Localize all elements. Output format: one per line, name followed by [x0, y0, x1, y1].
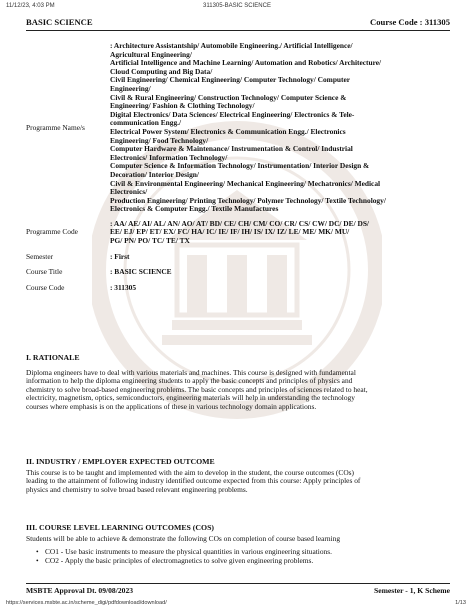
- programme-code-row: [26, 220, 446, 246]
- course-title-row: [26, 268, 446, 277]
- rationale-section: [26, 354, 450, 412]
- programme-line: Civil Engineering/ Chemical Engineering/ Computer Technology/ Computer: [110, 75, 351, 85]
- programme-code-line: : AA/ AE/ AI/ AL/ AN/ AO/ AT/ BD/ CE/ CH/ CM/ CO/ CR/ CS/ CW/ DC/ DE/ DS/: [110, 218, 369, 228]
- rationale-heading: I. RATIONALE: [26, 353, 80, 362]
- programme-line: Engineering/: [110, 83, 151, 93]
- rationale-line: Diploma engineers have to deal with various materials and machines. This course is designed with fundamental: [26, 367, 356, 377]
- course-outcome-item: [36, 557, 450, 566]
- programme-line: Electronics/ Information Technology/: [110, 152, 228, 162]
- programme-line: : Architecture Assistantship/ Automobile Engineering./ Artificial Intelligence/: [110, 41, 353, 50]
- programme-line: Electronics/: [110, 187, 148, 197]
- programme-line: Digital Electronics/ Data Sciences/ Electrical Engineering/ Electronics & Tele-: [110, 109, 355, 119]
- course-outcomes-intro: Students will be able to achieve & demonstrate the following COs on completion of course based learning: [26, 533, 341, 543]
- rationale-line: chemistry to solve broad-based engineering problems. The basic concepts and principles of sciences related to heat,: [26, 384, 368, 394]
- course-code-label: Course Code: [26, 282, 65, 292]
- bullet-icon: •: [36, 555, 39, 565]
- programme-line: Computer Hardware & Maintenance/ Instrumentation & Control/ Industrial: [110, 144, 353, 154]
- course-outcomes-section: [26, 524, 450, 565]
- programme-line: Electronics & Computer Engg./ Textile Manufactures: [110, 204, 279, 214]
- course-title-label: Course Title: [26, 267, 63, 277]
- semester-value: : First: [110, 251, 130, 261]
- scheme-label: Semester - 1, K Scheme: [374, 586, 450, 595]
- programme-line: Artificial Intelligence and Machine Learning/ Automation and Robotics/ Architecture/: [110, 58, 382, 68]
- programme-code-line: PG/ PN/ PO/ TC/ TE/ TX: [110, 236, 190, 246]
- industry-outcome-line: physics and chemistry to solve broad based relevant engineering problems.: [26, 484, 248, 494]
- course-outcome-text: CO2 - Apply the basic principles of electromagnetics to solve given engineering problems.: [45, 555, 314, 565]
- programme-line: Civil & Rural Engineering/ Construction Technology/ Computer Science &: [110, 92, 347, 102]
- programme-code-label: Programme Code: [26, 227, 78, 237]
- industry-outcome-heading: II. INDUSTRY / EMPLOYER EXPECTED OUTCOME: [26, 457, 215, 466]
- bullet-icon: •: [36, 547, 39, 557]
- programme-line: Engineering/ Food Technology/: [110, 135, 209, 145]
- programme-line: Agricultural Engineering/: [110, 49, 192, 59]
- programme-line: Decoration/ Interior Design/: [110, 169, 199, 179]
- rationale-line: information to help the diploma engineering students to apply the basic concepts and principles of physics and: [26, 376, 353, 386]
- print-page-number: 1/13: [455, 600, 466, 606]
- course-title-value: : BASIC SCIENCE: [110, 267, 172, 277]
- programme-code-value: [110, 220, 446, 246]
- browser-print-header: [0, 0, 474, 14]
- print-timestamp: 11/12/23, 4:03 PM: [6, 3, 55, 9]
- programme-line: Engineering/ Fashion & Clothing Technology/: [110, 101, 255, 111]
- industry-outcome-line: This course is to be taught and implemented with the aim to develop in the student, the course outcomes (COs): [26, 467, 354, 477]
- browser-print-footer: [0, 598, 474, 610]
- course-outcome-text: CO1 - Use basic instruments to measure the physical quantities in various engineering situations.: [45, 547, 332, 557]
- print-page-title: 311305-BASIC SCIENCE: [203, 3, 271, 9]
- course-info-block: [26, 42, 446, 292]
- programme-names-label: Programme Name/s: [26, 122, 85, 132]
- programme-line: Computer Science & Information Technology/ Instrumentation/ Interior Design &: [110, 161, 370, 171]
- programme-line: Cloud Computing and Big Data/: [110, 66, 213, 76]
- programme-line: Production Engineering/ Printing Technology/ Polymer Technology/ Textile Technology/: [110, 195, 386, 205]
- industry-outcome-line: leading to the attainment of following industry identified outcome expected from this course: Apply principles of: [26, 476, 361, 486]
- programme-line: Civil & Environmental Engineering/ Mechanical Engineering/ Mechatronics/ Medical: [110, 178, 381, 188]
- rationale-line: courses where emphasis is on the applications of these in various technology domain applications.: [26, 401, 317, 411]
- course-code-value: : 311305: [110, 282, 137, 292]
- print-url[interactable]: https://services.msbte.ac.in/scheme_digi/pdfdownload/download/: [6, 600, 167, 606]
- programme-names-value: [110, 42, 446, 214]
- document-header: [26, 16, 450, 31]
- programme-line: Electrical Power System/ Electronics & Communication Engg./ Electronics: [110, 126, 346, 136]
- industry-outcome-section: [26, 458, 450, 494]
- approval-date: MSBTE Approval Dt. 09/08/2023: [26, 586, 134, 595]
- semester-label: Semester: [26, 251, 54, 261]
- course-code-row: [26, 284, 446, 293]
- programme-line: communication Engg./: [110, 118, 182, 128]
- semester-row: [26, 253, 446, 262]
- programme-names-row: [26, 42, 446, 214]
- document-footer: [26, 583, 450, 594]
- rationale-line: electricity, magnetism, optics, semiconductors, engineering materials will help in understanding the technology: [26, 393, 355, 403]
- header-course-code: Course Code : 311305: [370, 17, 450, 27]
- course-outcomes-heading: III. COURSE LEVEL LEARNING OUTCOMES (COS): [26, 523, 215, 532]
- subject-title: BASIC SCIENCE: [26, 17, 93, 27]
- programme-code-line: EE/ EJ/ EP/ ET/ EX/ FC/ HA/ IC/ IE/ IF/ IH/ IS/ IX/ IZ/ LE/ ME/ MK/ MU/: [110, 227, 350, 237]
